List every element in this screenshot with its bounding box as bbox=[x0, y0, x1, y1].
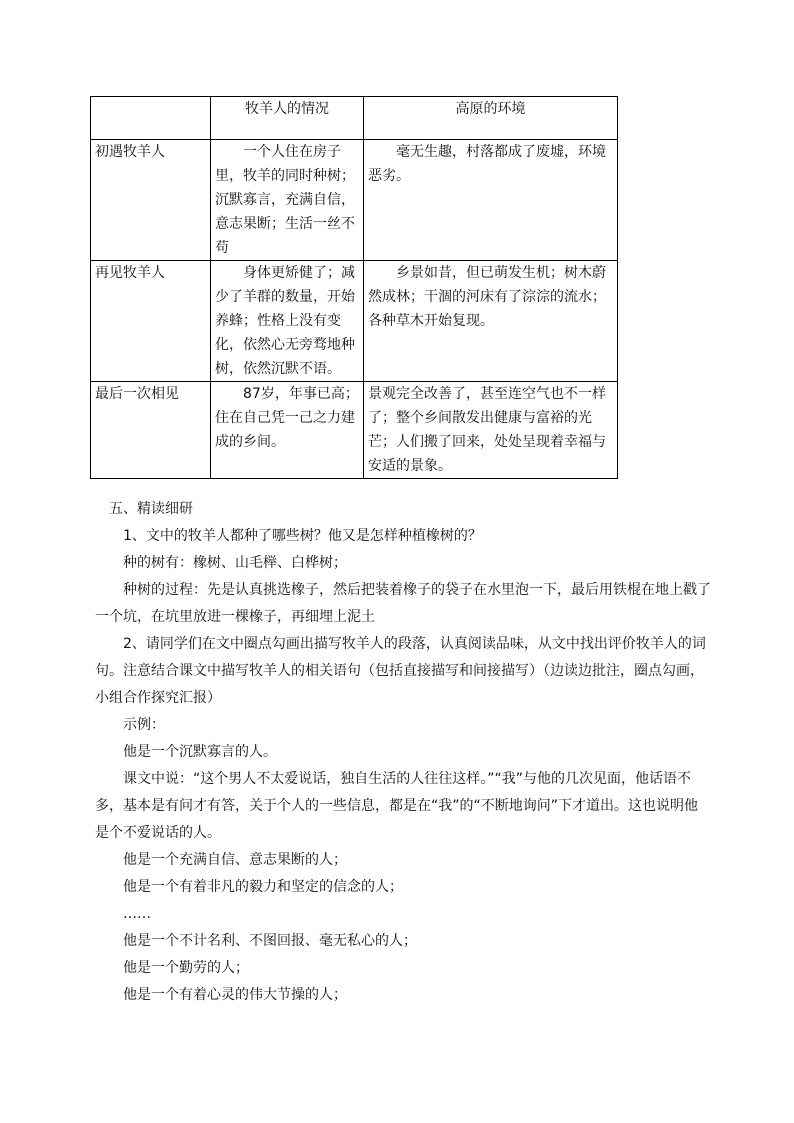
trait-line: 他是一个有着心灵的伟大节操的人； bbox=[123, 987, 347, 1003]
question-1: 1、文中的牧羊人都种了哪些树？他又是怎样种植橡树的？ bbox=[123, 528, 482, 544]
row-label: 最后一次相见 bbox=[91, 382, 211, 479]
process-answer: 种树的过程：先是认真挑选橡子，然后把装着橡子的袋子在水里泡一下，最后用铁棍在地上戳了一个坑，在坑里放进一棵橡子，再细埋上泥土 bbox=[95, 582, 711, 625]
trait-line: 他是一个沉默寡言的人。 bbox=[123, 744, 277, 760]
section-title: 五、精读细研 bbox=[109, 501, 193, 517]
row-label: 再见牧羊人 bbox=[91, 261, 211, 382]
table-row bbox=[91, 140, 618, 261]
trait-line: 他是一个有着非凡的毅力和坚定的信念的人； bbox=[123, 879, 403, 895]
shepherd-cell: 一个人住在房子里，牧羊的同时种树；沉默寡言，充满自信，意志果断；生活一丝不苟 bbox=[211, 140, 364, 261]
comparison-table bbox=[90, 96, 618, 479]
table-row bbox=[91, 261, 618, 382]
trait-line: 他是一个充满自信、意志果断的人； bbox=[123, 852, 347, 868]
environment-cell: 乡景如昔，但已萌发生机；树木蔚然成林；干涸的河床有了淙淙的流水；各种草木开始复现。 bbox=[364, 261, 618, 382]
header-shepherd: 牧羊人的情况 bbox=[211, 97, 364, 140]
ellipsis: …… bbox=[123, 906, 151, 922]
trait-line: 他是一个勤劳的人； bbox=[123, 960, 249, 976]
question-2: 2、请同学们在文中圈点勾画出描写牧羊人的段落，认真阅读品味，从文中找出评价牧羊人的词句。注意结合课文中描写牧羊人的相关语句（包括直接描写和间接描写）（边读边批注，圈点勾画，小组合作探究汇报） bbox=[95, 636, 706, 706]
row-label: 初遇牧羊人 bbox=[91, 140, 211, 261]
environment-cell: 毫无生趣，村落都成了废墟，环境恶劣。 bbox=[364, 140, 618, 261]
reading-section bbox=[95, 496, 711, 1009]
shepherd-cell: 87岁，年事已高；住在自己凭一己之力建成的乡间。 bbox=[211, 382, 364, 479]
table-row bbox=[91, 382, 618, 479]
environment-cell: 景观完全改善了，甚至连空气也不一样了；整个乡间散发出健康与富裕的光芒；人们搬了回来，处处呈现着幸福与安适的景象。 bbox=[364, 382, 618, 479]
header-environment: 高原的环境 bbox=[364, 97, 618, 140]
trait-line: 他是一个不计名利、不图回报、毫无私心的人； bbox=[123, 933, 417, 949]
example-label: 示例： bbox=[123, 717, 165, 733]
shepherd-cell: 身体更矫健了；减少了羊群的数量，开始养蜂；性格上没有变化，依然心无旁骛地种树，依然沉默不语。 bbox=[211, 261, 364, 382]
trees-answer: 种的树有：橡树、山毛榉、白桦树； bbox=[123, 555, 347, 571]
table-header-row bbox=[91, 97, 618, 140]
quote-paragraph: 课文中说：“这个男人不太爱说话，独自生活的人往往这样。”“我”与他的几次见面，他话语不多，基本是有问才有答，关于个人的一些信息，都是在“我”的“不断地询问”下才道出。这也说明他是个不爱说话的人。 bbox=[95, 771, 699, 841]
header-empty bbox=[91, 97, 211, 140]
